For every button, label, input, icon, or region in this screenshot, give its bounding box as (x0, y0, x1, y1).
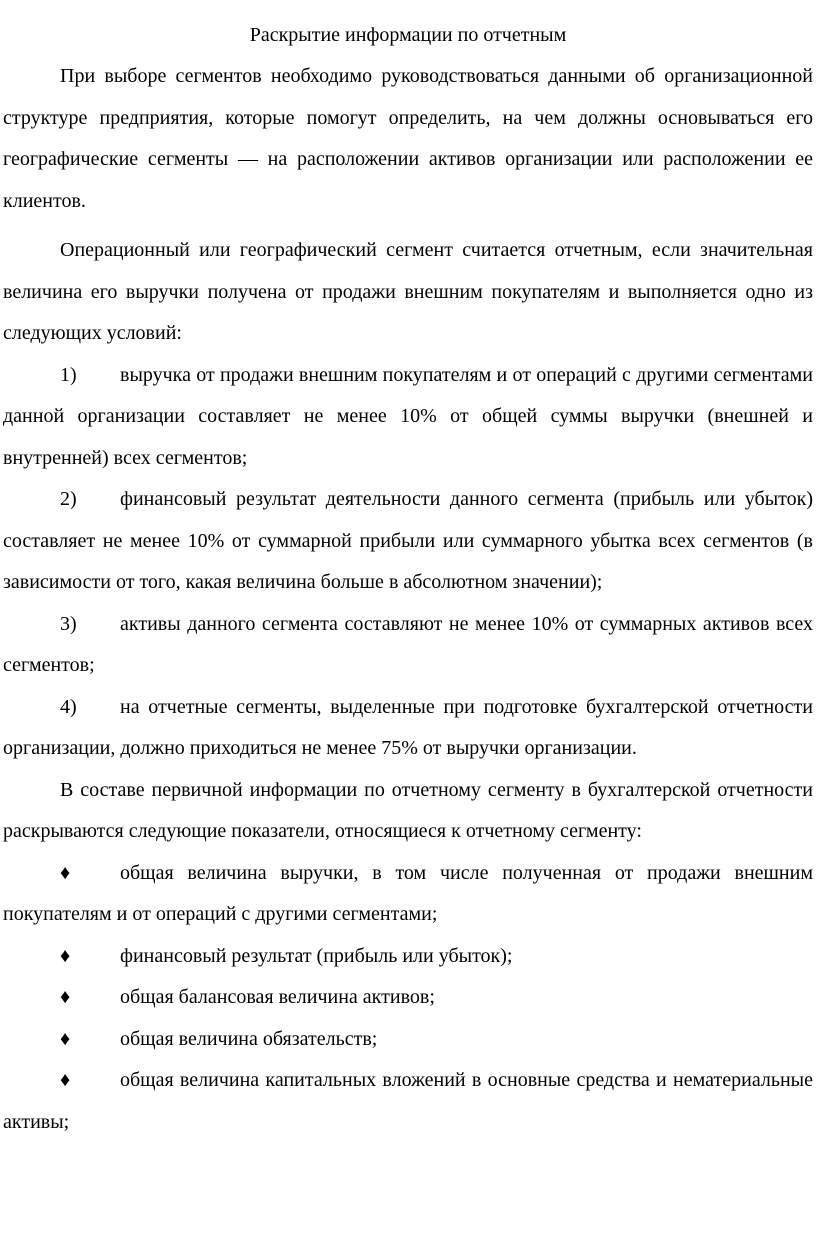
condition-marker: 4) (60, 695, 77, 718)
condition-item-1 (3, 355, 813, 480)
condition-item-4 (3, 687, 813, 770)
condition-marker: 2) (60, 488, 77, 510)
diamond-bullet-icon: ♦ (60, 1027, 71, 1050)
indicator-text: общая величина обязательств; (120, 1027, 378, 1050)
indicator-item-3 (3, 977, 813, 1019)
paragraph-gap (3, 222, 813, 230)
diamond-bullet-icon: ♦ (60, 861, 71, 884)
indicator-item-2 (3, 936, 813, 978)
condition-text: на отчетные сегменты, выделенные при подготовке бухгалтерской отчетности организации, должно приходиться не менее 75% от выручки организации. (3, 695, 813, 759)
condition-item-2 (3, 479, 813, 604)
indicator-item-1 (3, 853, 813, 936)
condition-marker: 1) (60, 363, 77, 386)
document-title: Раскрытие информации по отчетным (249, 24, 567, 46)
diamond-bullet-icon: ♦ (60, 1069, 71, 1091)
indicator-text: общая балансовая величина активов; (120, 986, 435, 1008)
condition-marker: 3) (60, 612, 77, 635)
intro-paragraph-1: При выборе сегментов необходимо руководствоваться данными об организационной структуре предприятия, которые помогут определить, на чем должны основываться его географические сегменты — на расположении активов организации или расположении ее клиентов. (3, 65, 813, 212)
diamond-bullet-icon: ♦ (60, 986, 71, 1008)
condition-item-3 (3, 604, 813, 687)
indicator-item-4 (3, 1019, 813, 1061)
indicator-item-5 (3, 1060, 813, 1143)
diamond-bullet-icon: ♦ (60, 944, 71, 967)
intro-paragraph-2: Операционный или географический сегмент считается отчетным, если значительная величина его выручки получена от продажи внешним покупателям и выполняется одно из следующих условий: (3, 239, 813, 344)
indicator-text: общая величина выручки, в том числе полученная от продажи внешним покупателям и от операций с другими сегментами; (3, 861, 813, 925)
indicators-intro-paragraph: В составе первичной информации по отчетному сегменту в бухгалтерской отчетности раскрываются следующие показатели, относящиеся к отчетному сегменту: (3, 778, 813, 842)
indicator-text: общая величина капитальных вложений в основные средства и нематериальные активы; (3, 1069, 813, 1133)
condition-text: финансовый результат деятельности данного сегмента (прибыль или убыток) составляет не менее 10% от суммарной прибыли или суммарного убытка всех сегментов (в зависимости от того, какая величина больше в абсолютном значении); (3, 488, 813, 593)
condition-text: выручка от продажи внешним покупателям и от операций с другими сегментами данной организации составляет не менее 10% от общей суммы выручки (внешней и внутренней) всех сегментов; (3, 363, 813, 469)
condition-text: активы данного сегмента составляют не менее 10% от суммарных активов всех сегментов; (3, 612, 813, 676)
indicator-text: финансовый результат (прибыль или убыток); (120, 944, 513, 967)
